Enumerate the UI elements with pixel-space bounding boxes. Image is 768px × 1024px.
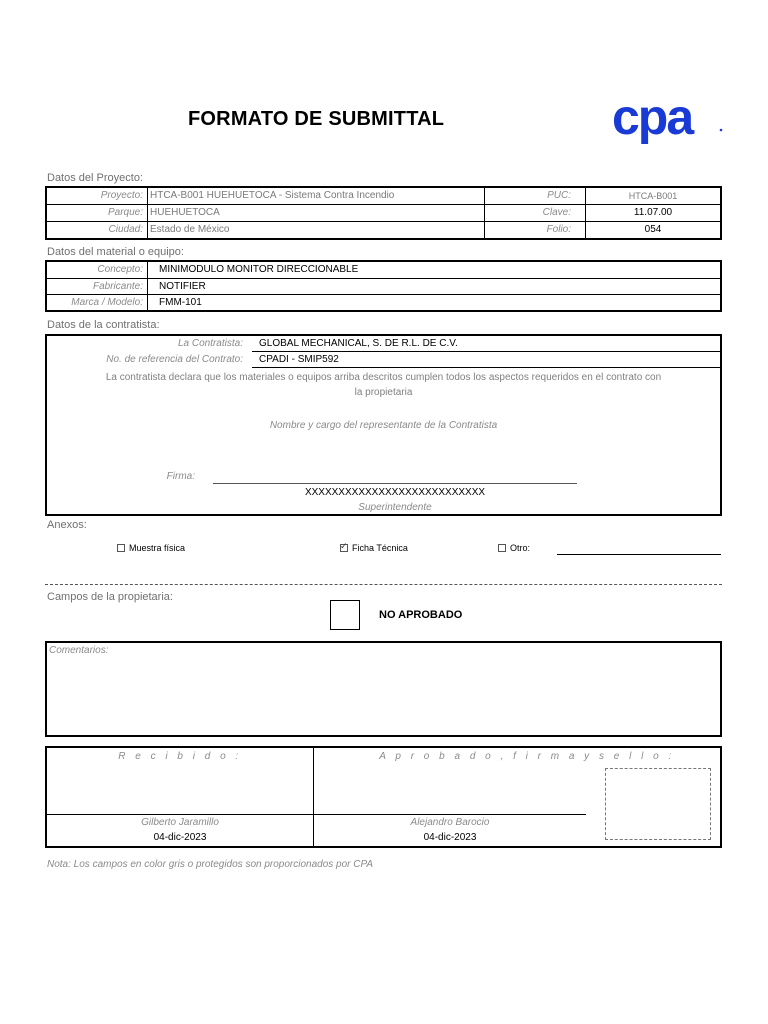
material-table (45, 260, 722, 312)
comentarios-box[interactable] (45, 641, 722, 737)
otro-line (557, 554, 721, 555)
section-label-material: Datos del material o equipo: (47, 246, 184, 258)
firmas-box (45, 746, 722, 848)
puc-label: PUC: (547, 190, 571, 201)
anexo-muestra[interactable] (117, 543, 185, 553)
aprobado-date: 04-dic-2023 (423, 832, 477, 843)
parque-value: HUEHUETOCA (150, 207, 220, 218)
section-label-proyecto: Datos del Proyecto: (47, 172, 143, 184)
sello-area (605, 768, 711, 840)
marca-label: Marca / Modelo: (71, 297, 143, 308)
otro-label: Otro: (510, 543, 531, 553)
section-label-propietaria: Campos de la propietaria: (47, 591, 173, 603)
marca-value: FMM-101 (159, 297, 202, 308)
parque-label: Parque: (107, 207, 143, 218)
ficha-checkbox[interactable] (340, 544, 348, 552)
section-label-contratista: Datos de la contratista: (47, 319, 160, 331)
otro-checkbox[interactable] (498, 544, 506, 552)
contratista-value: GLOBAL MECHANICAL, S. DE R.L. DE C.V. (259, 338, 458, 349)
anexo-otro[interactable] (498, 543, 530, 553)
proyecto-value: HTCA-B001 HUEHUETOCA - Sistema Contra Incendio (150, 190, 395, 201)
cpa-logo (612, 92, 724, 144)
muestra-checkbox[interactable] (117, 544, 125, 552)
fabricante-value: NOTIFIER (159, 281, 206, 292)
contratista-box (45, 334, 722, 516)
aprobado-name: Alejandro Barocio (410, 817, 490, 828)
declaracion-line-1: La contratista declara que los materiales o equipos arriba descritos cumplen todos los aspectos requeridos en el contrato con (105, 372, 662, 383)
recibido-label: R e c i b i d o : (118, 751, 242, 762)
muestra-label: Muestra física (129, 543, 186, 553)
recibido-date: 04-dic-2023 (153, 832, 207, 843)
ficha-label: Ficha Técnica (352, 543, 408, 553)
anexo-ficha[interactable] (340, 543, 408, 553)
referencia-value: CPADI - SMIP592 (259, 354, 339, 365)
separator (45, 584, 722, 585)
proyecto-table (45, 186, 722, 240)
folio-label: Folio: (546, 224, 571, 235)
recibido-name: Gilberto Jaramillo (141, 817, 219, 828)
fabricante-label: Fabricante: (92, 281, 143, 292)
concepto-value: MINIMODULO MONITOR DIRECCIONABLE (159, 264, 359, 275)
comentarios-label: Comentarios: (49, 645, 109, 656)
declaracion-line-2: la propietaria (354, 387, 413, 398)
ciudad-value: Estado de México (150, 224, 230, 235)
concepto-label: Concepto: (97, 264, 143, 275)
cargo-value: Superintendente (358, 502, 432, 513)
clave-value: 11.07.00 (633, 207, 673, 218)
firma-value: XXXXXXXXXXXXXXXXXXXXXXXXXXX (304, 487, 486, 498)
svg-text:cpa: cpa (612, 92, 693, 144)
representante-label: Nombre y cargo del representante de la Contratista (269, 420, 498, 431)
page-title: FORMATO DE SUBMITTAL (188, 108, 445, 130)
referencia-label: No. de referencia del Contrato: (106, 354, 243, 365)
folio-value: 054 (644, 224, 662, 235)
firma-label: Firma: (166, 471, 195, 482)
contratista-label: La Contratista: (177, 338, 243, 349)
ciudad-label: Ciudad: (108, 224, 143, 235)
nota: Nota: Los campos en color gris o protegidos son proporcionados por CPA (47, 859, 374, 870)
aprobado-checkbox[interactable] (330, 600, 360, 630)
aprobado-label: A p r o b a d o , f i r m a y s e l l o : (379, 751, 675, 762)
status-label: NO APROBADO (379, 609, 463, 621)
proyecto-label: Proyecto: (100, 190, 143, 201)
section-label-anexos: Anexos: (47, 519, 87, 531)
puc-value: HTCA-B001 (628, 191, 678, 201)
clave-label: Clave: (542, 207, 571, 218)
